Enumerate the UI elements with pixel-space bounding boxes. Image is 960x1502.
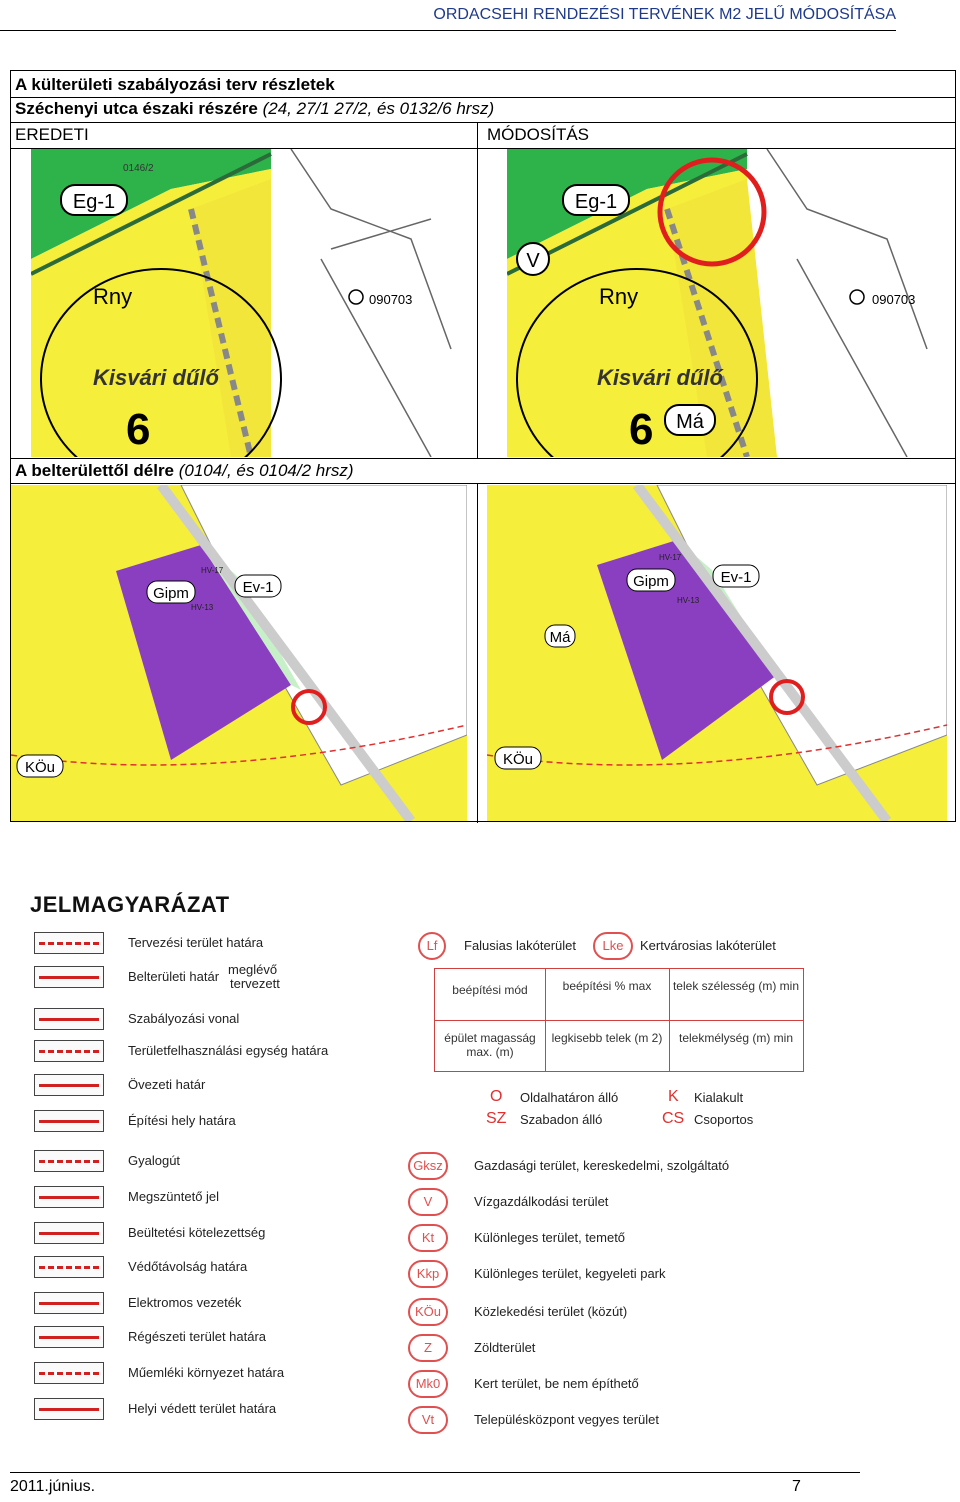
zone-label-8: Településközpont vegyes terület xyxy=(474,1412,660,1427)
label-ma: Má xyxy=(676,411,704,433)
legend-belter-planned: tervezett xyxy=(230,976,280,991)
label-parcel-mod: 090703 xyxy=(872,292,916,307)
legend-label-4: Területfelhasználási egység határa xyxy=(128,1043,329,1058)
legend-matrix xyxy=(434,968,804,1072)
label-v: V xyxy=(526,250,540,272)
label-kou-mod: KÖu xyxy=(502,751,534,768)
map-modified-south xyxy=(487,485,947,821)
mode-label-cs: Csoportos xyxy=(694,1112,754,1127)
legend-label-7: Gyalogút xyxy=(128,1153,181,1168)
zone-label-5: Közlekedési terület (közút) xyxy=(474,1304,628,1319)
legend-symbol-10 xyxy=(34,1256,104,1278)
legend-belter-existing: meglévő xyxy=(228,962,278,977)
zone-code-5: KÖu xyxy=(408,1298,448,1326)
label-ev1: Ev-1 xyxy=(242,579,274,596)
mode-code-k: K xyxy=(668,1088,679,1105)
legend-label-2: Belterületi határ xyxy=(128,969,220,984)
label-gipm-mod: Gipm xyxy=(633,573,669,590)
col-label-modified: MÓDOSÍTÁS xyxy=(487,125,590,144)
legend-symbol-11 xyxy=(34,1292,104,1314)
legend-symbol-5 xyxy=(34,1074,104,1096)
zone-code-6: Z xyxy=(408,1334,448,1362)
label-kisvari-mod: Kisvári dűlő xyxy=(597,365,723,390)
zone-code-2: V xyxy=(408,1188,448,1216)
label-eg1-mod: Eg-1 xyxy=(574,191,618,213)
legend-label-6: Építési hely határa xyxy=(128,1113,236,1128)
mode-code-o: O xyxy=(490,1088,503,1105)
label-hv17-mod: HV-17 xyxy=(659,553,682,562)
label-six-mod: 6 xyxy=(629,405,654,454)
mode-code-sz: SZ xyxy=(486,1110,507,1127)
legend-label-10: Védőtávolság határa xyxy=(128,1259,248,1274)
legend-label-11: Elektromos vezeték xyxy=(128,1295,242,1310)
label-six: 6 xyxy=(126,405,151,454)
mode-label-k: Kialakult xyxy=(694,1090,744,1105)
zone-code-7: Mk0 xyxy=(408,1370,448,1398)
footer-date: 2011.június. xyxy=(10,1478,96,1495)
map-original-south xyxy=(11,485,467,821)
zone-code-8: Vt xyxy=(408,1406,448,1434)
map-comparison-table xyxy=(10,70,956,822)
legend-label-13: Műemléki környezet határa xyxy=(128,1365,285,1380)
legend-symbol-12 xyxy=(34,1326,104,1348)
zone-code-4: Kkp xyxy=(408,1260,448,1288)
page-header: ORDACSEHI RENDEZÉSI TERVÉNEK M2 JELŰ MÓDOSÍTÁSA xyxy=(0,0,896,31)
label-hv13-mod: HV-13 xyxy=(677,596,700,605)
legend-symbol-6 xyxy=(34,1110,104,1132)
label-hv13: HV-13 xyxy=(191,603,214,612)
legend-label-5: Övezeti határ xyxy=(128,1077,206,1092)
label-kou: KÖu xyxy=(24,759,56,776)
mode-label-o: Oldalhatáron álló xyxy=(520,1090,619,1105)
legend-symbol-1 xyxy=(34,932,104,954)
matrix-cell-2: beépítési % max xyxy=(562,979,652,993)
legend-label-3: Szabályozási vonal xyxy=(128,1011,240,1026)
matrix-cell-5: legkisebb telek (m 2) xyxy=(551,1031,663,1045)
label-parcel-top: 0146/2 xyxy=(123,163,154,174)
matrix-cell-4: épület magasság max. (m) xyxy=(444,1031,536,1059)
legend-lke-code: Lke xyxy=(593,932,633,960)
label-gipm: Gipm xyxy=(153,585,189,602)
zone-code-1: Gksz xyxy=(408,1152,448,1180)
legend xyxy=(30,892,830,1442)
legend-label-9: Beültetési kötelezettség xyxy=(128,1225,266,1240)
zone-code-3: Kt xyxy=(408,1224,448,1252)
zone-label-3: Különleges terület, temető xyxy=(474,1230,626,1245)
legend-label-8: Megszüntető jel xyxy=(128,1189,220,1204)
zone-label-2: Vízgazdálkodási terület xyxy=(474,1194,609,1209)
matrix-cell-3: telek szélesség (m) min xyxy=(672,979,800,993)
map-original-north xyxy=(31,149,457,457)
label-rny: Rny xyxy=(93,284,133,309)
legend-symbol-8 xyxy=(34,1186,104,1208)
col-label-original: EREDETI xyxy=(15,125,89,144)
label-ma-south: Má xyxy=(549,629,571,646)
legend-label-14: Helyi védett terület határa xyxy=(128,1401,277,1416)
label-ev1-mod: Ev-1 xyxy=(720,569,752,586)
mode-label-sz: Szabadon álló xyxy=(520,1112,603,1127)
legend-symbol-9 xyxy=(34,1222,104,1244)
section1-title: A külterületi szabályozási terv részletek xyxy=(15,75,335,94)
legend-symbol-4 xyxy=(34,1040,104,1062)
section2-title: A belterülettől délre (0104/, és 0104/2 hrsz) xyxy=(15,461,354,480)
legend-symbol-13 xyxy=(34,1362,104,1384)
label-kisvari: Kisvári dűlő xyxy=(93,365,219,390)
map-modified-north xyxy=(507,149,933,457)
page-footer xyxy=(10,1472,860,1501)
label-parcel: 090703 xyxy=(369,292,413,307)
legend-lf-code: Lf xyxy=(418,932,446,960)
legend-title: JELMAGYARÁZAT xyxy=(30,892,230,917)
matrix-cell-6: telekmélység (m) min xyxy=(678,1031,794,1045)
zone-label-6: Zöldterület xyxy=(474,1340,536,1355)
legend-symbol-14 xyxy=(34,1398,104,1420)
legend-lke-label: Kertvárosias lakóterület xyxy=(640,938,776,953)
mode-code-cs: CS xyxy=(662,1110,685,1127)
zone-label-1: Gazdasági terület, kereskedelmi, szolgáltató xyxy=(474,1158,730,1173)
legend-symbol-2 xyxy=(34,966,104,988)
legend-lf-label: Falusias lakóterület xyxy=(464,938,576,953)
label-eg1: Eg-1 xyxy=(72,191,116,213)
matrix-cell-1: beépítési mód xyxy=(452,983,528,997)
legend-symbol-7 xyxy=(34,1150,104,1172)
page-number: 7 xyxy=(792,1478,801,1495)
zone-label-4: Különleges terület, kegyeleti park xyxy=(474,1266,666,1281)
zone-label-7: Kert terület, be nem építhető xyxy=(474,1376,639,1391)
legend-label-12: Régészeti terület határa xyxy=(128,1329,267,1344)
section1-subtitle: Széchenyi utca északi részére (24, 27/1 27/2, és 0132/6 hrsz) xyxy=(15,99,495,118)
legend-label-1: Tervezési terület határa xyxy=(128,935,264,950)
legend-symbol-3 xyxy=(34,1008,104,1030)
label-rny-mod: Rny xyxy=(599,284,639,309)
label-hv17: HV-17 xyxy=(201,566,224,575)
